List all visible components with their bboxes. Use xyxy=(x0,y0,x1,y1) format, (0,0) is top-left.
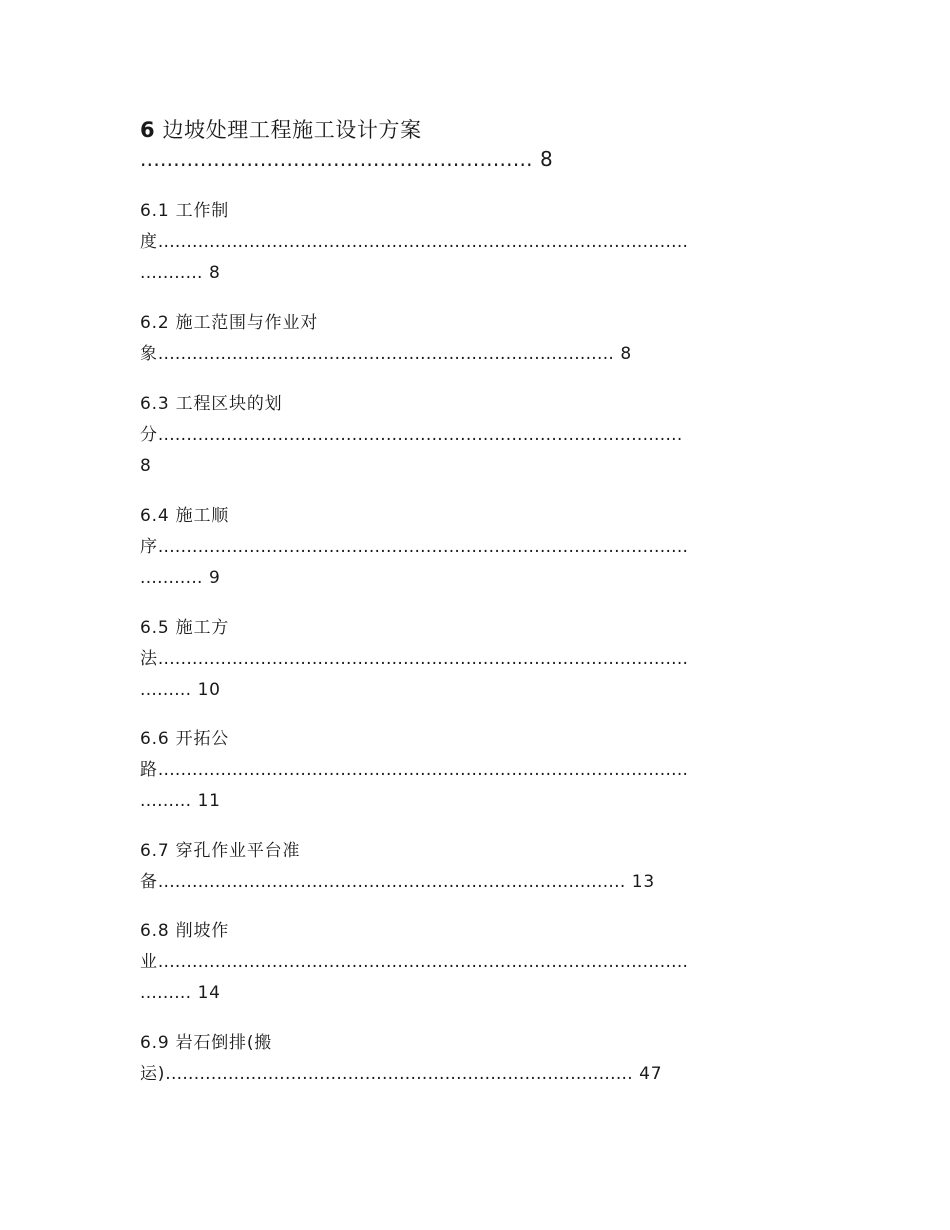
toc-entry-number: 6.3 xyxy=(140,394,170,414)
toc-entry-page-line xyxy=(140,982,221,1004)
toc-entry-title: 施工顺 xyxy=(175,506,230,526)
toc-leader-dots: ................................................................................ xyxy=(157,344,615,364)
toc-entry-wrap-line xyxy=(140,343,632,365)
toc-entry-title: 施工方 xyxy=(175,618,230,638)
toc-entry-wrap-line xyxy=(140,951,688,973)
toc-entry-6-9[interactable] xyxy=(140,1032,272,1054)
toc-entry-title: 岩石倒排(搬 xyxy=(175,1033,273,1053)
toc-entry-title-wrap: 业 xyxy=(140,952,158,972)
toc-entry-title-wrap: 备 xyxy=(140,872,158,892)
toc-entry-6-5[interactable] xyxy=(140,617,229,639)
toc-entry-page-line xyxy=(140,262,221,284)
toc-chapter-leader-line xyxy=(140,148,554,170)
toc-entry-page-line xyxy=(140,679,221,701)
toc-entry-title-wrap: 分 xyxy=(140,425,158,445)
toc-leader-dots: ......... xyxy=(140,983,192,1003)
toc-leader-dots: .................................................................................. xyxy=(165,1064,633,1084)
toc-chapter-number: 6 xyxy=(140,118,156,142)
toc-leader-dots: ............................................................................................. xyxy=(157,760,689,780)
toc-page-number: 8 xyxy=(140,456,152,476)
toc-leader-dots: ........... xyxy=(140,568,203,588)
toc-entry-wrap-line xyxy=(140,1063,662,1085)
toc-entry-title: 工程区块的划 xyxy=(175,394,283,414)
toc-chapter-title: 边坡处理工程施工设计方案 xyxy=(162,118,422,142)
toc-entry-wrap-line xyxy=(140,871,655,893)
toc-entry-page-line xyxy=(140,455,152,477)
toc-leader-dots: ......... xyxy=(140,791,192,811)
toc-entry-title: 工作制 xyxy=(175,201,230,221)
toc-page-number: 8 xyxy=(539,147,554,171)
toc-entry-6-8[interactable] xyxy=(140,920,229,942)
toc-entry-6-2[interactable] xyxy=(140,312,318,334)
toc-entry-title: 开拓公 xyxy=(175,729,230,749)
toc-page-number: 13 xyxy=(631,872,655,892)
toc-chapter-heading[interactable] xyxy=(140,116,422,144)
toc-entry-title-wrap: 度 xyxy=(140,232,158,252)
toc-page-number: 8 xyxy=(208,263,221,283)
toc-leader-dots: .................................................................................. xyxy=(157,872,626,892)
toc-leader-dots: ............................................................................................ xyxy=(157,425,683,445)
toc-entry-title-wrap: 序 xyxy=(140,537,158,557)
toc-entry-number: 6.1 xyxy=(140,201,170,221)
toc-entry-title: 施工范围与作业对 xyxy=(175,313,319,333)
toc-page-number: 8 xyxy=(620,344,632,364)
toc-leader-dots: ............................................................................................. xyxy=(157,232,689,252)
toc-entry-title: 穿孔作业平台准 xyxy=(175,841,301,861)
toc-entry-number: 6.9 xyxy=(140,1033,170,1053)
toc-entry-wrap-line xyxy=(140,536,688,558)
toc-entry-number: 6.6 xyxy=(140,729,170,749)
toc-page-number: 11 xyxy=(197,791,221,811)
toc-entry-number: 6.5 xyxy=(140,618,170,638)
toc-entry-6-1[interactable] xyxy=(140,200,229,222)
toc-entry-number: 6.7 xyxy=(140,841,170,861)
toc-leader-dots: ........................................................... xyxy=(140,147,533,171)
toc-leader-dots: ........... xyxy=(140,263,203,283)
toc-entry-number: 6.4 xyxy=(140,506,170,526)
toc-page-number: 47 xyxy=(639,1064,663,1084)
toc-entry-6-4[interactable] xyxy=(140,505,229,527)
toc-entry-title-wrap: 象 xyxy=(140,344,158,364)
toc-entry-page-line xyxy=(140,567,221,589)
toc-entry-wrap-line xyxy=(140,231,688,253)
toc-leader-dots: ............................................................................................. xyxy=(157,537,689,557)
toc-entry-6-6[interactable] xyxy=(140,728,229,750)
toc-entry-number: 6.8 xyxy=(140,921,170,941)
toc-entry-wrap-line xyxy=(140,424,683,446)
toc-entry-page-line xyxy=(140,790,221,812)
toc-entry-title-wrap: 法 xyxy=(140,649,158,669)
toc-leader-dots: ............................................................................................. xyxy=(157,649,689,669)
toc-page-number: 14 xyxy=(197,983,221,1003)
toc-entry-6-3[interactable] xyxy=(140,393,282,415)
toc-entry-title-wrap: 路 xyxy=(140,760,158,780)
toc-entry-wrap-line xyxy=(140,759,688,781)
toc-entry-wrap-line xyxy=(140,648,688,670)
toc-entry-title: 削坡作 xyxy=(175,921,230,941)
toc-leader-dots: ............................................................................................. xyxy=(157,952,689,972)
toc-entry-6-7[interactable] xyxy=(140,840,300,862)
toc-entry-title-wrap: 运) xyxy=(140,1064,166,1084)
toc-entry-number: 6.2 xyxy=(140,313,170,333)
toc-leader-dots: ......... xyxy=(140,680,192,700)
toc-page-number: 9 xyxy=(208,568,221,588)
toc-page-number: 10 xyxy=(197,680,221,700)
